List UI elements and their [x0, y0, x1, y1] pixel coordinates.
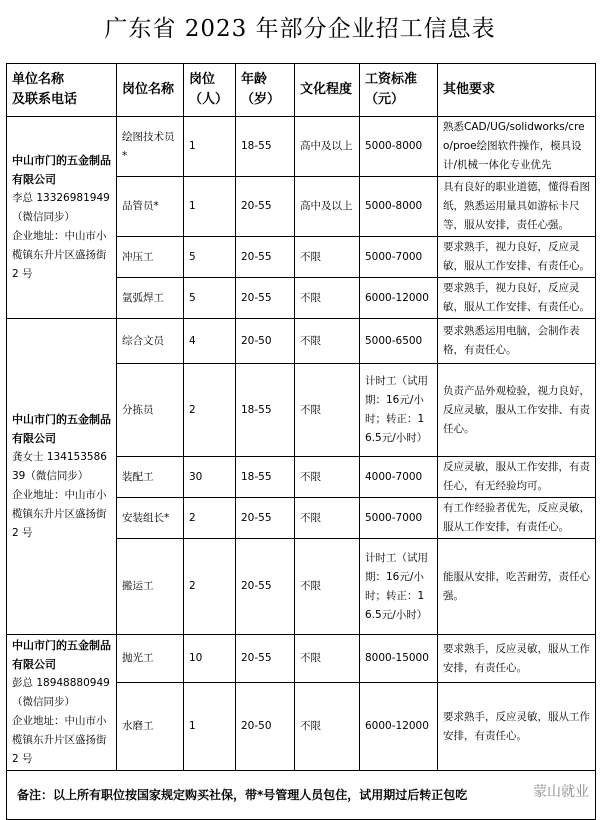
cell-pay: 6000-12000: [360, 278, 438, 319]
cell-num: 30: [184, 457, 236, 498]
cell-edu: 不限: [295, 278, 360, 319]
company-address: 企业地址：中山市小榄镇东升片区盛扬街 2 号: [12, 489, 107, 539]
header-job: 岗位名称: [117, 64, 184, 117]
company-contact: 彭总 18948880949（微信同步）: [12, 677, 110, 708]
page-title: 广东省 2023 年部分企业招工信息表: [104, 16, 496, 42]
cell-pay: 计时工（试用期：16元/小时；转正：16.5元/小时）: [360, 364, 438, 457]
company-address: 企业地址：中山市小榄镇东升片区盛扬街 2 号: [12, 715, 107, 765]
cell-job: 品管员*: [117, 177, 184, 237]
cell-job: 搬运工: [117, 539, 184, 635]
cell-age: 18-55: [236, 457, 295, 498]
cell-req: 要求熟手，反应灵敏，服从工作安排，有责任心。: [438, 683, 596, 771]
cell-edu: 不限: [295, 364, 360, 457]
cell-req: 要求熟手，反应灵敏，服从工作安排，有责任心。: [438, 635, 596, 683]
header-req: 其他要求: [438, 64, 596, 117]
cell-req: 反应灵敏，服从工作安排，有责任心，有无经验均可。: [438, 457, 596, 498]
header-age: 年龄（岁）: [236, 64, 295, 117]
header-company: 单位名称 及联系电话: [7, 64, 117, 117]
header-num: 岗位（人）: [184, 64, 236, 117]
cell-pay: 5000-7000: [360, 498, 438, 539]
cell-req: 要求熟手，视力良好，反应灵敏，服从工作安排、有责任心。: [438, 278, 596, 319]
cell-num: 2: [184, 498, 236, 539]
cell-age: 20-50: [236, 683, 295, 771]
cell-age: 20-55: [236, 237, 295, 278]
company-address: 企业地址：中山市小榄镇东升片区盛扬街 2 号: [12, 230, 107, 280]
cell-pay: 6000-12000: [360, 683, 438, 771]
company-cell: [7, 117, 117, 319]
company-cell: [7, 635, 117, 771]
cell-edu: 高中及以上: [295, 117, 360, 177]
header-row: [7, 64, 596, 117]
cell-edu: 不限: [295, 498, 360, 539]
cell-age: 18-55: [236, 117, 295, 177]
cell-edu: 不限: [295, 457, 360, 498]
table-row: [7, 117, 596, 177]
job-table: [6, 63, 596, 820]
cell-pay: 5000-7000: [360, 237, 438, 278]
cell-age: 20-55: [236, 177, 295, 237]
cell-num: 5: [184, 278, 236, 319]
cell-req: 熟悉CAD/UG/solidworks/creo/proe绘图软件操作，模具设计/机械一体化专业优先: [438, 117, 596, 177]
cell-pay: 5000-8000: [360, 177, 438, 237]
cell-num: 1: [184, 117, 236, 177]
header-edu: 文化程度: [295, 64, 360, 117]
cell-job: 分拣员: [117, 364, 184, 457]
cell-num: 2: [184, 364, 236, 457]
company-name: 中山市门的五金制品有限公司: [12, 639, 111, 671]
company-contact: 李总 13326981949（微信同步）: [12, 192, 110, 223]
cell-req: 负责产品外观检验，视力良好，反应灵敏，服从工作安排、有责任心。: [438, 364, 596, 457]
cell-num: 1: [184, 683, 236, 771]
cell-job: 冲压工: [117, 237, 184, 278]
cell-age: 20-55: [236, 635, 295, 683]
cell-age: 20-50: [236, 319, 295, 364]
table-row: [7, 319, 596, 364]
cell-job: 绘图技术员*: [117, 117, 184, 177]
cell-req: 能服从安排，吃苦耐劳，责任心强。: [438, 539, 596, 635]
watermark: 蒙山就业: [533, 784, 589, 800]
company-contact: 龚女士 13415358639（微信同步）: [12, 451, 107, 482]
cell-num: 5: [184, 237, 236, 278]
cell-age: 20-55: [236, 498, 295, 539]
cell-num: 10: [184, 635, 236, 683]
cell-job: 抛光工: [117, 635, 184, 683]
cell-age: 18-55: [236, 364, 295, 457]
cell-pay: 5000-6500: [360, 319, 438, 364]
cell-edu: 不限: [295, 539, 360, 635]
cell-edu: 不限: [295, 635, 360, 683]
cell-edu: 不限: [295, 237, 360, 278]
cell-job: 装配工: [117, 457, 184, 498]
cell-pay: 4000-7000: [360, 457, 438, 498]
cell-req: 要求熟悉运用电脑，会制作表格，有责任心。: [438, 319, 596, 364]
cell-job: 氩弧焊工: [117, 278, 184, 319]
cell-job: 水磨工: [117, 683, 184, 771]
cell-pay: 计时工（试用期：16元/小时；转正：16.5元/小时）: [360, 539, 438, 635]
cell-req: 有工作经验者优先，反应灵敏，服从工作安排，有责任心。: [438, 498, 596, 539]
cell-req: 具有良好的职业道德，懂得看图纸，熟悉运用量具如游标卡尺等，服从安排，责任心强。: [438, 177, 596, 237]
company-cell: [7, 319, 117, 635]
table-row: [7, 635, 596, 683]
cell-num: 1: [184, 177, 236, 237]
header-pay: 工资标准（元）: [360, 64, 438, 117]
company-name: 中山市门的五金制品有限公司: [12, 413, 111, 445]
cell-job: 安装组长*: [117, 498, 184, 539]
company-name: 中山市门的五金制品有限公司: [12, 154, 111, 186]
cell-edu: 不限: [295, 683, 360, 771]
cell-edu: 高中及以上: [295, 177, 360, 237]
cell-req: 要求熟手，视力良好，反应灵敏，服从工作安排、有责任心。: [438, 237, 596, 278]
cell-pay: 8000-15000: [360, 635, 438, 683]
cell-num: 4: [184, 319, 236, 364]
note-row: [7, 771, 596, 820]
note-text: 备注：以上所有职位按国家规定购买社保，带*号管理人员包住，试用期过后转正包吃: [17, 787, 468, 802]
cell-job: 综合文员: [117, 319, 184, 364]
cell-edu: 不限: [295, 319, 360, 364]
cell-pay: 5000-8000: [360, 117, 438, 177]
cell-num: 2: [184, 539, 236, 635]
cell-age: 20-55: [236, 278, 295, 319]
cell-age: 20-55: [236, 539, 295, 635]
